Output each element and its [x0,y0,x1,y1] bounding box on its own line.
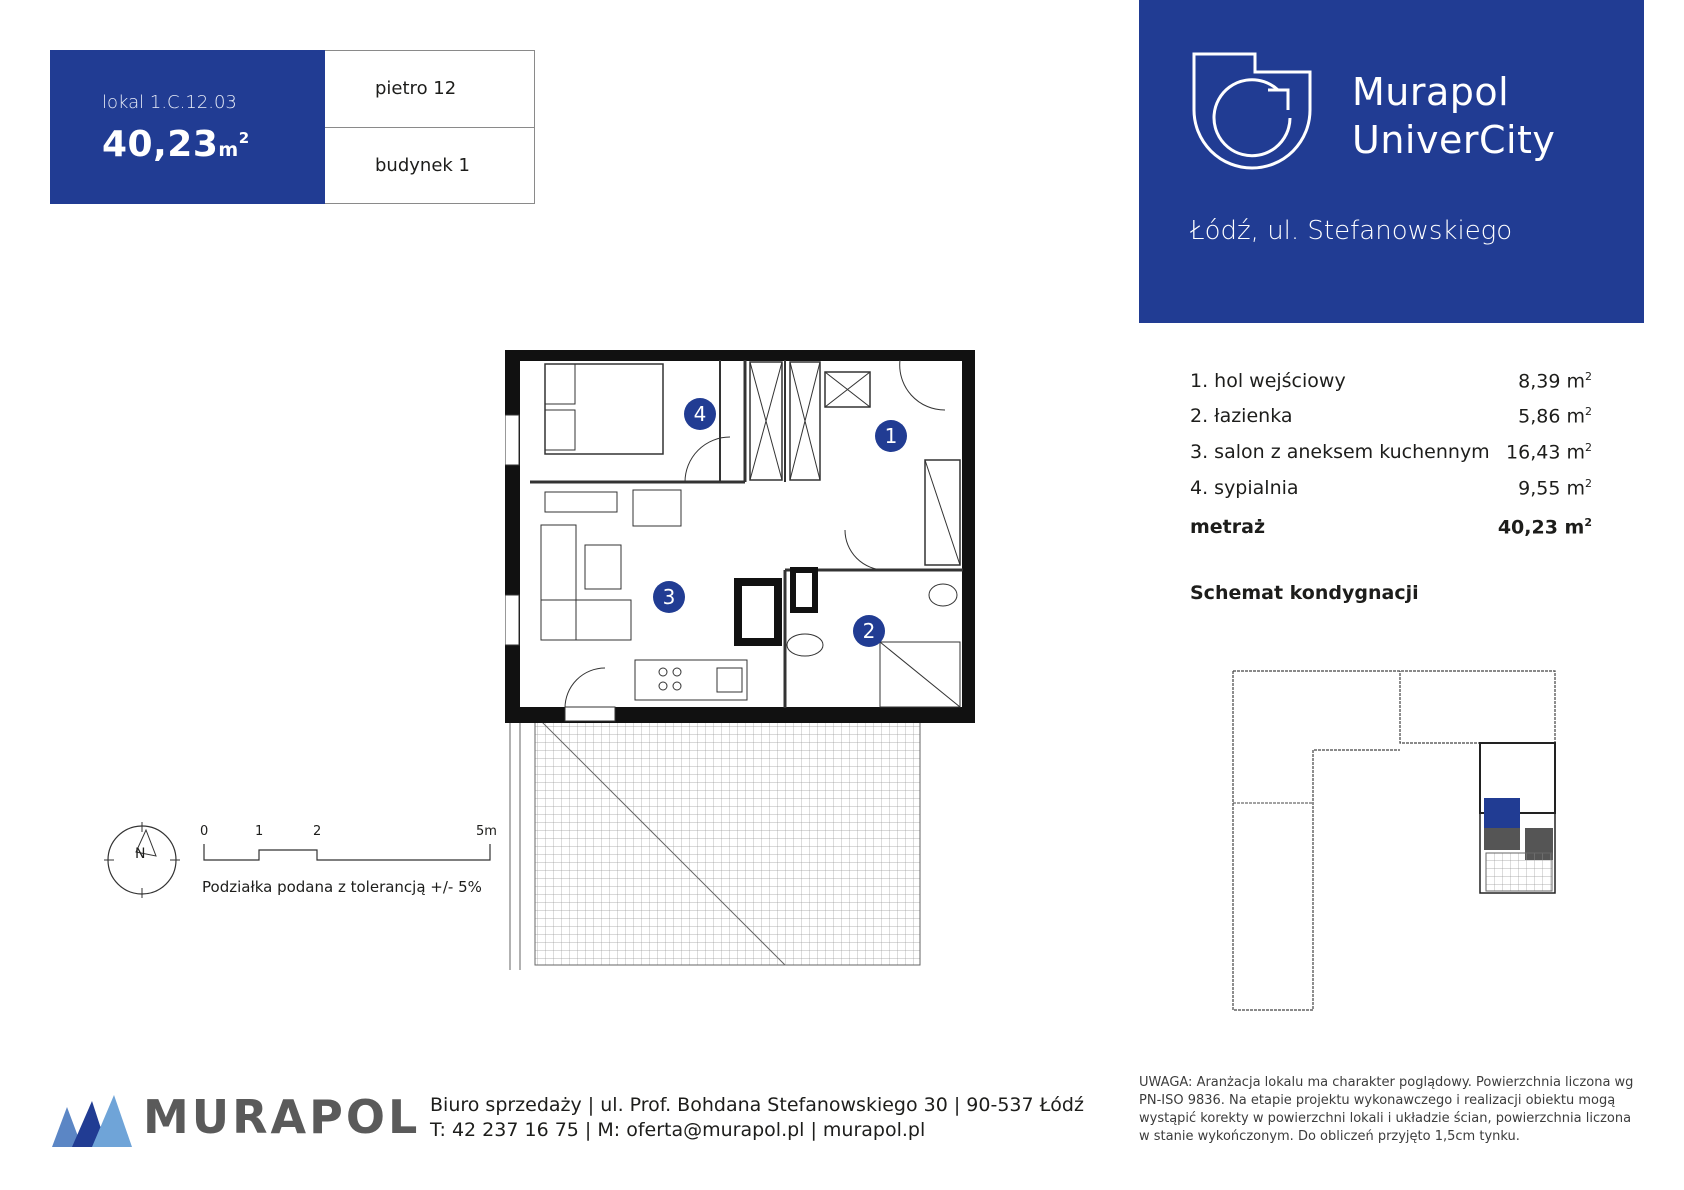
room-row-bathroom [1190,405,1592,427]
room-area: 16,43 $m^2$ [1506,441,1592,464]
room-area: 9,55 $m^2$ [1518,477,1592,500]
room-row-living [1190,441,1592,463]
room-row-bedroom [1190,477,1592,499]
floor-schema [1230,668,1570,1018]
brand-name-line1: Murapol [1352,70,1510,114]
total-area-row [1190,516,1592,538]
scale-tick: 1 [255,824,264,839]
murapol-logo-icon [52,1095,132,1147]
scale-tick: 5m [476,824,497,839]
room-label: 4. sypialnia [1190,477,1299,499]
compass-label: N [135,846,146,862]
murapol-wordmark: MURAPOL [143,1090,421,1144]
terrace [535,715,920,965]
disclaimer-note: UWAGA: Aranżacja lokalu ma charakter poglądowy. Powierzchnia liczona wg PN-ISO 9836. Na etapie projektu wykonawczego i realizacji obiektu mogą wystąpić korekty w powierzchni lokali i układzie ścian, powierzchnia liczona w stanie wykończonym. Do obliczeń przyjęto 1,5cm tynku. [1139,1075,1634,1144]
sales-office-contact: T: 42 237 16 75 | M: oferta@murapol.pl | murapol.pl [430,1119,926,1141]
total-area: 40,23 $m^2$ [1497,516,1592,539]
room-row-hall [1190,370,1592,392]
room-badge-3: 3 [653,581,685,613]
room-label: 2. łazienka [1190,405,1293,427]
scale-tick: 2 [313,824,322,839]
room-label: 1. hol wejściowy [1190,370,1346,392]
room-area: 8,39 $m^2$ [1518,370,1592,393]
outer-walls [512,353,970,715]
unit-box-divider [325,127,535,128]
unit-building: budynek 1 [375,155,470,176]
brand-name-line2: UniverCity [1352,118,1556,162]
room-badge-4: 4 [684,398,716,430]
sales-office-address: Biuro sprzedaży | ul. Prof. Bohdana Stefanowskiego 30 | 90-537 Łódź [430,1094,1084,1116]
room-badge-1: 1 [875,420,907,452]
brand-panel [1139,0,1644,323]
total-label: metraż [1190,516,1266,538]
brand-address: Łódź, ul. Stefanowskiego [1190,216,1513,246]
unit-number: lokal 1.C.12.03 [102,92,237,113]
room-badge-2: 2 [853,615,885,647]
unit-floor: pietro 12 [375,78,457,99]
scale-note: Podziałka podana z tolerancją +/- 5% [202,878,482,896]
scale-bar [202,842,492,864]
univercity-logo-icon [1190,50,1315,175]
room-label: 3. salon z aneksem kuchennym [1190,441,1490,463]
unit-area-panel [50,50,325,204]
floor-schema-title: Schemat kondygnacji [1190,582,1419,604]
room-area: 5,86 $m^2$ [1518,405,1592,428]
unit-area: $40,23m^2$ [102,124,250,165]
scale-tick: 0 [200,824,209,839]
